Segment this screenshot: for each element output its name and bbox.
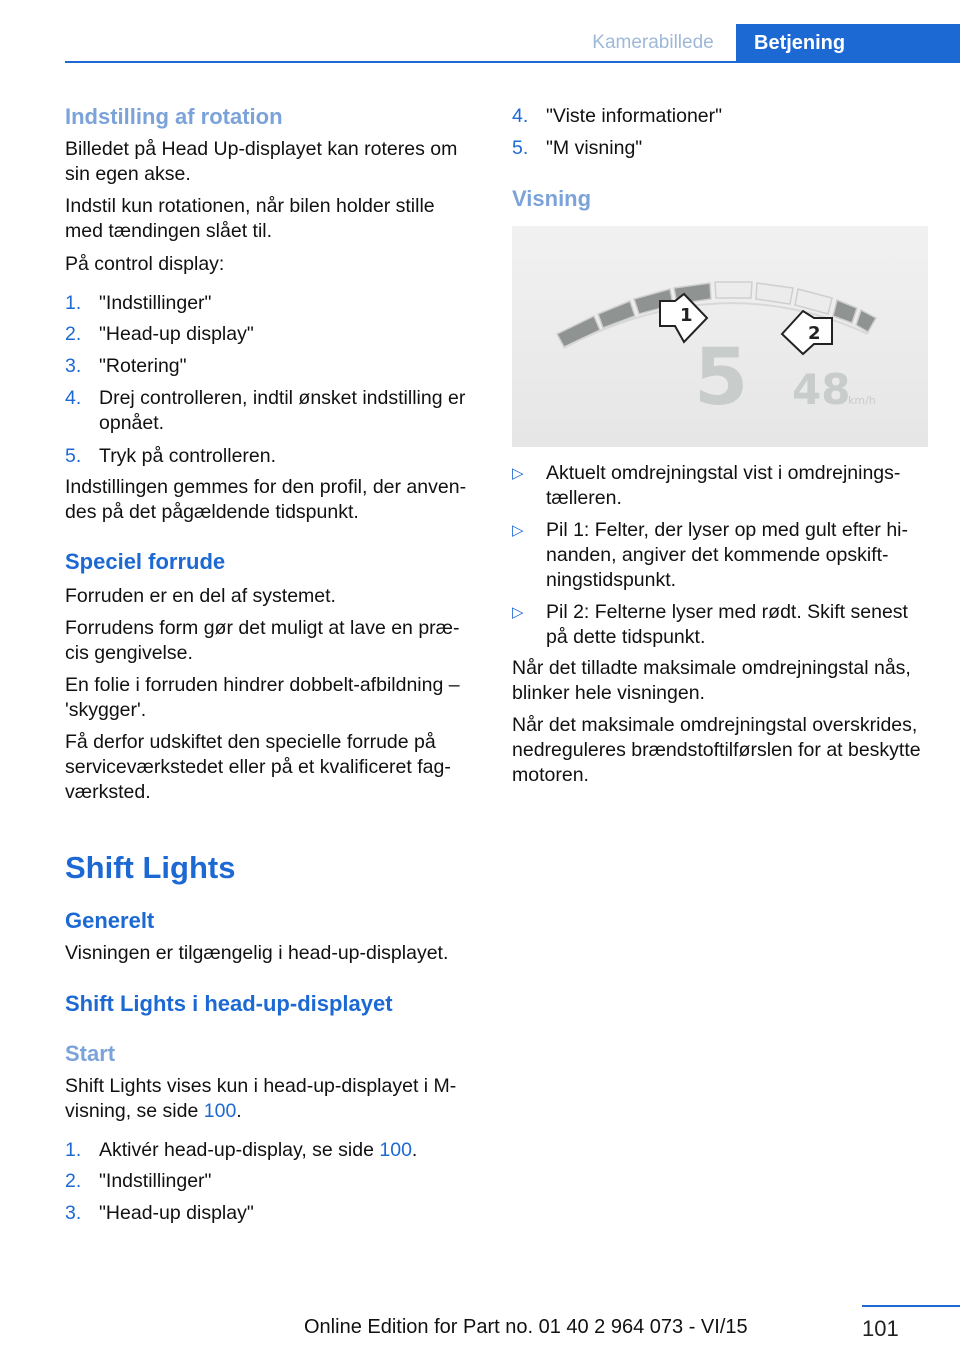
forrude-paragraph-3: En folie i forruden hindrer dobbelt-afbildning – 'skygger'.: [65, 674, 460, 721]
list-text: Drej controlleren, indtil ønsket indstilling er opnået.: [99, 387, 466, 434]
section-tab-betjening[interactable]: Betjening: [736, 24, 960, 62]
list-number: 1.: [65, 1139, 82, 1161]
list-number: 3.: [65, 1202, 82, 1224]
start-paragraph: [65, 1074, 477, 1124]
list-number: 1.: [65, 292, 82, 314]
forrude-paragraph-4: Få derfor udskiftet den specielle forrude på serviceværkstedet eller på et kvalificeret fagværksted.: [65, 731, 451, 803]
forrude-paragraph-2: Forrudens form gør det muligt at lave en præcis gengivelse.: [65, 617, 460, 664]
footer-rule: [862, 1305, 960, 1307]
speed-unit: km/h: [848, 394, 876, 407]
bullet-text: Pil 1: Felter, der lyser op med gult efter hinanden, angiver det kommende opskiftningstidspunkt.: [546, 519, 908, 591]
visning-paragraph-2: Når det maksimale omdrejningstal overskrides, nedreguleres brændstoftilførslen for at beskytte motoren.: [512, 714, 921, 786]
start-heading: Start: [65, 1041, 116, 1066]
speed-readout: 48: [792, 365, 851, 414]
shift-lights-heading: Shift Lights: [65, 850, 236, 885]
rotation-paragraph-3: På control display:: [65, 253, 225, 275]
list-text: "Indstillinger": [99, 292, 212, 314]
list-text: "Head-up display": [99, 1202, 254, 1224]
bullet-triangle-icon: ▷: [512, 604, 524, 621]
list-text: "Rotering": [99, 355, 187, 377]
bullet-text: Aktuelt omdrejningstal vist i omdrejningstælleren.: [546, 462, 901, 509]
section-tab-kamerabillede[interactable]: Kamerabillede: [592, 32, 714, 53]
rotation-paragraph-1: Billedet på Head Up-displayet kan roteres om sin egen akse.: [65, 138, 458, 185]
footer-edition-text: Online Edition for Part no. 01 40 2 964 073 - VI/15: [304, 1316, 748, 1338]
visning-paragraph-1: Når det tilladte maksimale omdrejningstal nås, blinker hele visningen.: [512, 657, 911, 704]
list-text-part: Aktivér head-up-display, se side: [99, 1139, 380, 1161]
list-number: 3.: [65, 355, 82, 377]
list-text: "Indstillinger": [99, 1170, 212, 1192]
list-text: "Viste informationer": [546, 105, 723, 127]
gear-indicator: 5: [694, 333, 749, 423]
list-text-part: .: [411, 1139, 418, 1161]
bullet-text: Pil 2: Felterne lyser med rødt. Skift senest på dette tidspunkt.: [546, 601, 908, 648]
page-reference-link[interactable]: 100: [203, 1100, 237, 1122]
bullet-item: [512, 518, 928, 593]
list-number: 2.: [65, 323, 82, 345]
header-rule: [65, 61, 960, 63]
list-text: [99, 1138, 417, 1163]
list-number: 4.: [512, 105, 529, 127]
bullet-triangle-icon: ▷: [512, 522, 524, 539]
page-number: 101: [862, 1316, 899, 1341]
bullet-item: [512, 600, 928, 650]
hud-heading: Shift Lights i head-up-displayet: [65, 991, 393, 1016]
bullet-triangle-icon: ▷: [512, 465, 524, 482]
rotation-paragraph-4: Indstillingen gemmes for den profil, der anvendes på det pågældende tidspunkt.: [65, 476, 467, 523]
list-number: 5.: [65, 445, 82, 467]
rotation-heading: Indstilling af rotation: [65, 104, 283, 129]
list-item: [65, 386, 477, 436]
start-text-end: .: [236, 1100, 242, 1122]
arrow-1-label: 1: [680, 305, 693, 326]
list-text: "M visning": [546, 137, 643, 159]
generelt-paragraph: Visningen er tilgængelig i head-up-displayet.: [65, 942, 449, 964]
page-reference-link[interactable]: 100: [379, 1139, 412, 1161]
rotation-paragraph-2: Indstil kun rotationen, når bilen holder stille med tændingen slået til.: [65, 195, 435, 242]
forrude-heading: Speciel forrude: [65, 549, 226, 574]
forrude-paragraph-1: Forruden er en del af systemet.: [65, 585, 336, 607]
generelt-heading: Generelt: [65, 908, 155, 933]
list-text: Tryk på controlleren.: [99, 445, 277, 467]
shift-lights-illustration: [512, 226, 928, 447]
list-number: 5.: [512, 137, 529, 159]
bullet-item: [512, 461, 928, 511]
list-number: 2.: [65, 1170, 82, 1192]
visning-heading: Visning: [512, 186, 592, 211]
list-text: "Head-up display": [99, 323, 254, 345]
arrow-2-label: 2: [808, 323, 821, 344]
shift-lights-graphic: [512, 226, 928, 447]
list-number: 4.: [65, 387, 82, 409]
start-text: Shift Lights vises kun i head-up-displayet i M-visning, se side: [65, 1075, 457, 1122]
